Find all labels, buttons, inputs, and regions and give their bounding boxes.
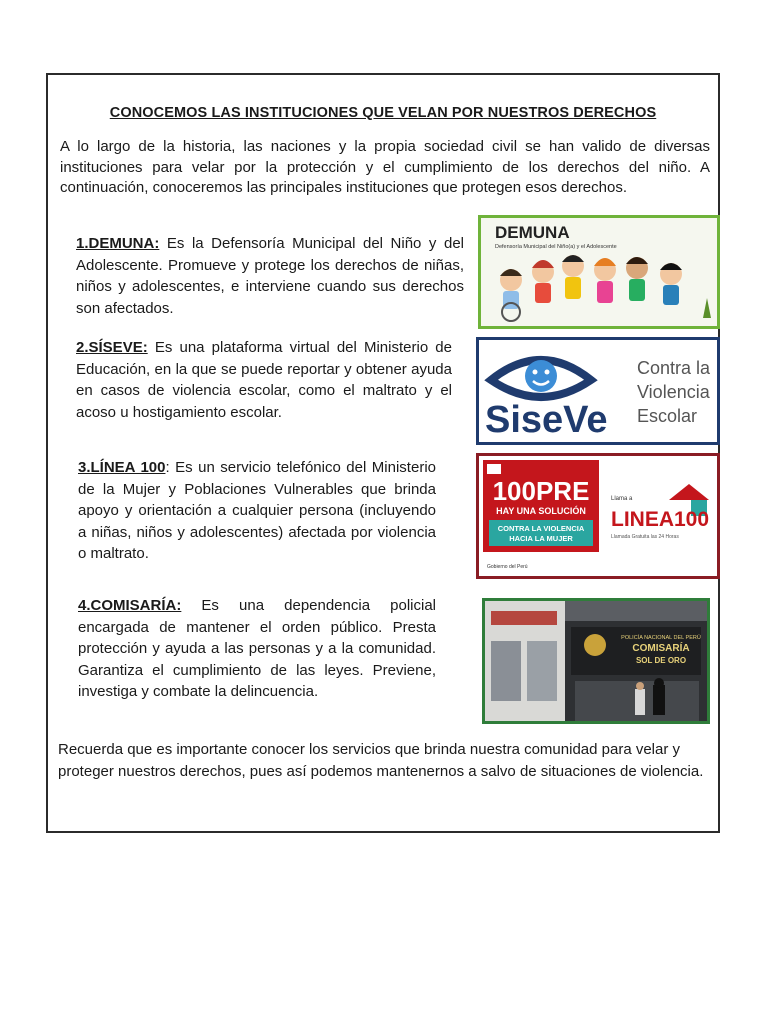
closing-paragraph: Recuerda que es importante conocer los servicios que brinda nuestra comunidad para velar y proteger nuestros derechos, pues así podemos mantenernos a salvo de situaciones de violencia. — [58, 741, 704, 780]
intro-paragraph: A lo largo de la historia, las naciones y la propia sociedad civil se han valido de diversas instituciones para velar por la protección y el cumplimiento de los derechos del niño. A continuación, conoceremos las principales instituciones que protegen esos derechos. — [60, 138, 710, 196]
linea100-image — [476, 453, 720, 579]
siseve-tagline-1: Contra la — [637, 358, 711, 378]
section-text: : Es un servicio telefónico del Ministerio de la Mujer y Poblaciones Vulnerables que brinda apoyo y orientación a cualquier persona (incluyendo a niñas, niños y adolescentes) afectada por violencia o maltrato. — [78, 459, 436, 562]
section-text: Es la Defensoría Municipal del Niño y del Adolescente. Promueve y protege los derechos de niñas, niños y adolescentes, e interviene cuando sus derechos son afectados. — [76, 235, 464, 317]
comisaria-image — [482, 598, 710, 724]
section-text: Es una dependencia policial encargada de mantener el orden público. Presta protección y ayuda a las personas y a la comunidad. Garantiza el cumplimiento de las leyes. Previene, investiga y combate la delincuencia. — [78, 597, 436, 700]
comisaria-sign-2: COMISARÍA — [632, 643, 690, 654]
linea-band-2: HACIA LA MUJER — [509, 534, 573, 543]
siseve-logo-text: SiseVe — [485, 399, 608, 441]
demuna-subtitle-text: Defensoría Municipal del Niño(a) y el Adolescente — [495, 244, 617, 250]
section-heading: 3.LÍNEA 100 — [78, 459, 166, 476]
siseve-tagline-3: Escolar — [637, 406, 698, 426]
section-comisaria — [78, 595, 436, 703]
linea-big-text: 100PRE — [492, 476, 590, 506]
comisaria-sign-1: POLICÍA NACIONAL DEL PERÚ — [621, 635, 701, 641]
comisaria-sign-3: SOL DE ORO — [635, 656, 687, 665]
siseve-tagline-2: Violencia — [637, 382, 710, 402]
section-linea100 — [78, 457, 436, 565]
section-text: Es una plataforma virtual del Ministerio de Educación, en la que se puede reportar y obtener ayuda en casos de violencia escolar, como el maltrato y el acoso u hostigamiento escolar. — [76, 339, 452, 421]
section-siseve — [76, 337, 452, 423]
linea-band-1: CONTRA LA VIOLENCIA — [497, 524, 585, 533]
siseve-image — [476, 337, 720, 445]
section-demuna — [76, 233, 464, 319]
police-crest-icon — [584, 634, 606, 656]
eye-logo-icon — [491, 360, 591, 397]
demuna-image — [478, 215, 720, 329]
linea-free-text: Llamada Gratuita las 24 Horas — [611, 534, 679, 540]
document-frame — [46, 73, 720, 833]
section-heading: 1.DEMUNA: — [76, 235, 160, 252]
page-title: CONOCEMOS LAS INSTITUCIONES QUE VELAN POR NUESTROS DERECHOS — [109, 105, 657, 121]
linea-gov-text: Gobierno del Perú — [487, 564, 528, 570]
demuna-logo-text: DEMUNA — [495, 223, 570, 242]
linea-call-text: Llama a — [611, 496, 633, 502]
linea-logo-text: LINEA100 — [611, 508, 710, 531]
linea-slogan-text: HAY UNA SOLUCIÓN — [496, 506, 586, 516]
children-illustration-icon — [500, 255, 711, 321]
section-heading: 4.COMISARÍA: — [78, 597, 182, 614]
section-heading: 2.SÍSEVE: — [76, 339, 148, 356]
